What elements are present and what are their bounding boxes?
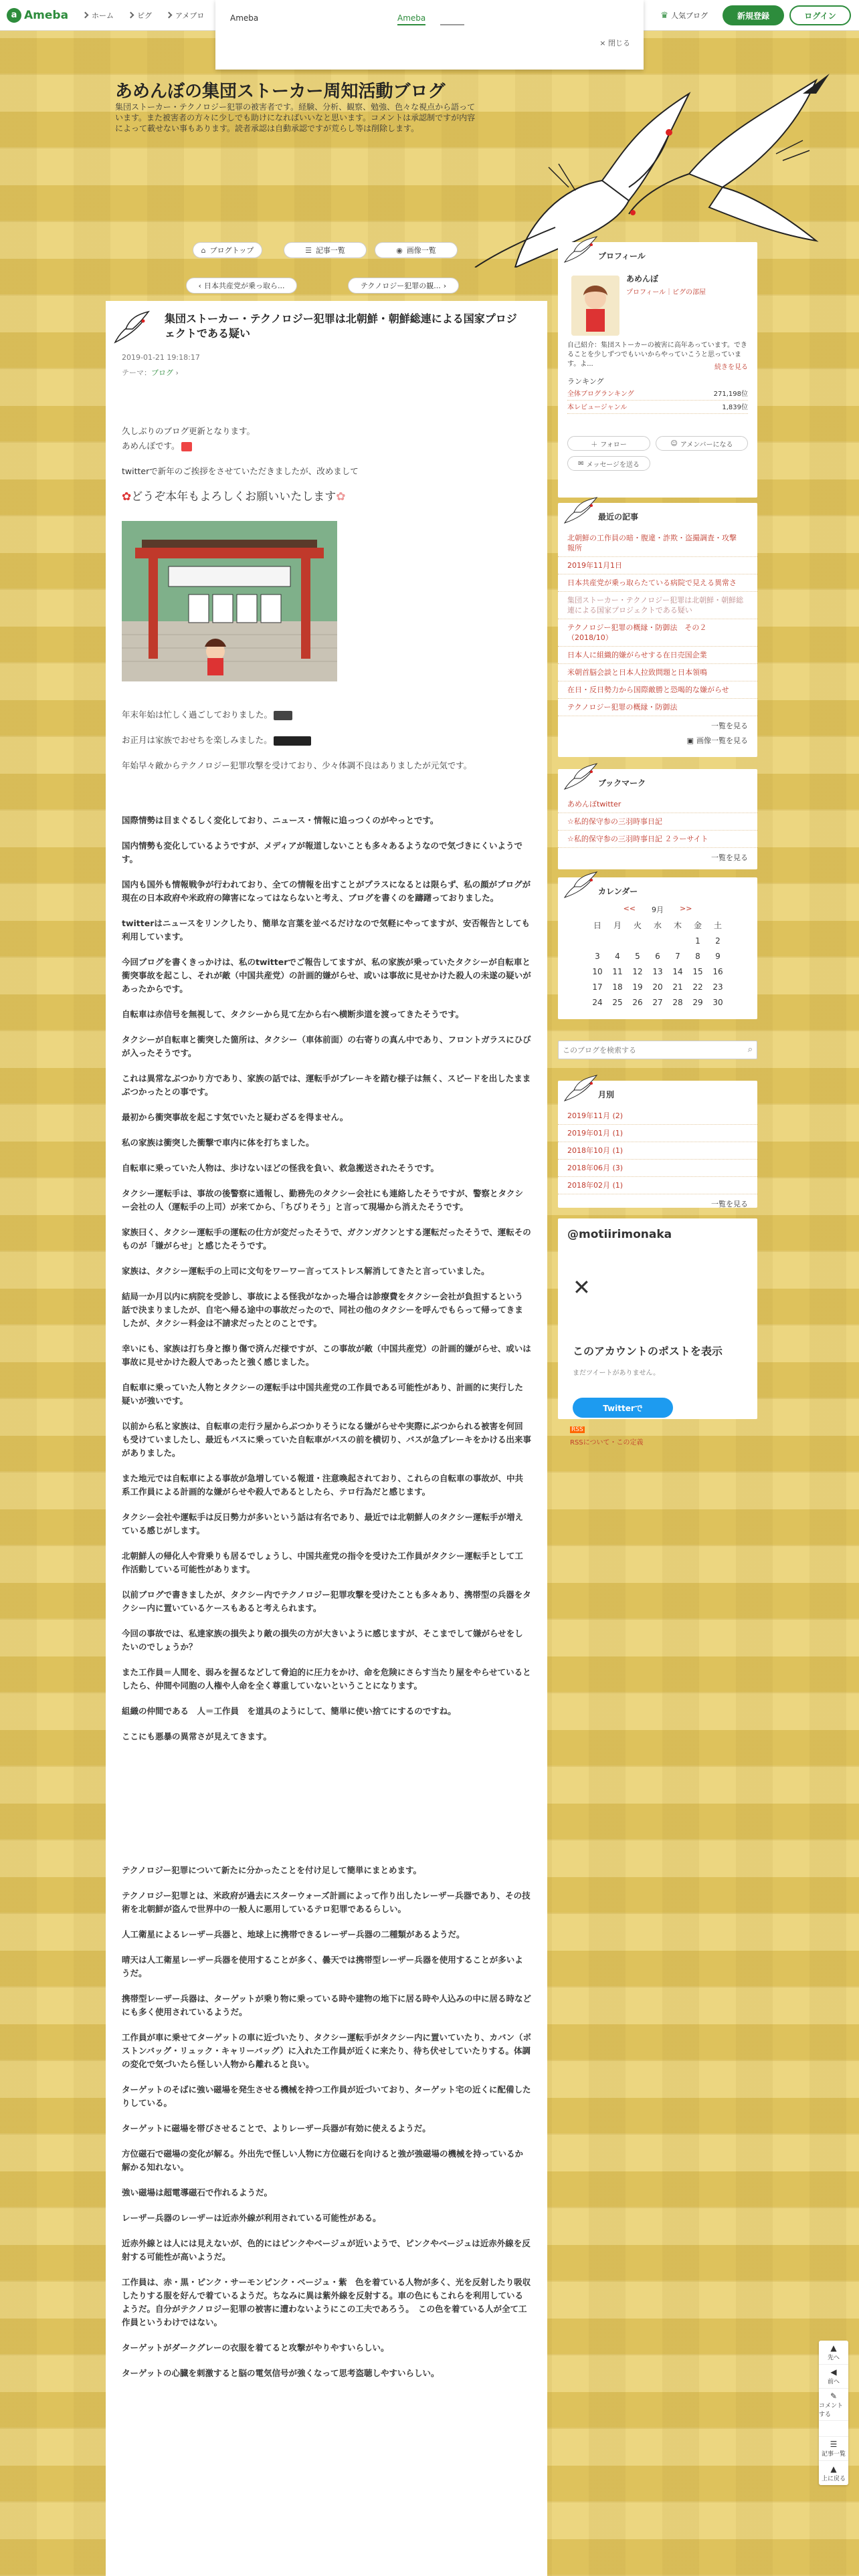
calendar-day[interactable]: 6: [655, 951, 660, 961]
twitter-widget: [558, 1218, 757, 1419]
bookmark-panel: [558, 769, 757, 869]
emoji-icon: [181, 442, 192, 451]
monthly-link[interactable]: 2018年06月 (3): [558, 1160, 757, 1177]
article-title[interactable]: 集団ストーカー・テクノロジー犯罪は北朝鮮・朝鮮総連による国家プロジェクトである疑い: [165, 312, 517, 340]
calendar-day: [648, 933, 668, 948]
article-paragraph: 工作員が車に乗せてターゲットの車に近づいたり、タクシー運転手がタクシー内に置いていたり、カバン（ボストンバッグ・リュック・キャリーバッグ）に入れた工作員が近くに来たり、待ち伏せしていたりする。体調の変化で気づいたら怪しい人物から離れると良い。: [122, 2032, 532, 2069]
calendar-day[interactable]: 29: [692, 997, 703, 1007]
calendar-month: 9月: [652, 905, 664, 914]
calendar-day[interactable]: 14: [672, 966, 683, 976]
calendar-day[interactable]: 3: [595, 951, 600, 961]
calendar-day[interactable]: 24: [592, 997, 603, 1007]
calendar-day[interactable]: 15: [692, 966, 703, 976]
calendar-next-button[interactable]: >>: [680, 904, 692, 913]
float-comment-button[interactable]: ✎ コメントする: [819, 2389, 848, 2421]
article-paragraph: 自転車は赤信号を無視して、タクシーから見て左から右へ横断歩道を渡ってきたそうです。: [122, 1009, 464, 1019]
crane-icon: [562, 235, 599, 265]
recent-list: [558, 530, 757, 716]
shrine-new-year-image: [122, 521, 337, 681]
greeting-text: ✿どうぞ本年もよろしくお願いいたします✿: [122, 490, 346, 504]
article-paragraph: ターゲットに磁場を帯びさせることで、よりレーザー兵器が有効に使えるようだ。: [122, 2123, 431, 2133]
article-paragraph: 携帯型レーザー兵器は、ターゲットが乗り物に乗っている時や建物の地下に居る時や人込みの中に居る時などにも多く使用されているようだ。: [122, 1994, 532, 2017]
calendar-day[interactable]: 10: [592, 966, 603, 976]
recent-more-link[interactable]: 一覧を見る: [711, 722, 748, 730]
recent-article-link[interactable]: テクノロジー犯罪の概縁・防御法: [558, 699, 757, 716]
popup-title: Ameba: [230, 13, 259, 23]
twitter-view-button[interactable]: Twitterで: [573, 1398, 673, 1418]
article-paragraph: また工作員＝人間を、弱みを握るなどして脅迫的に圧力をかけ、命を危険にさらす当たり屋をやらせているとしたら、仲間や同胞の人権や人命を全く尊重していないということになります。: [122, 1667, 531, 1691]
next-article-button[interactable]: テクノロジー犯罪の観... ›: [348, 278, 459, 294]
article-paragraph: 年始早々敵からテクノロジー犯罪攻撃を受けており、少々体調不良はありましたが元気です。: [122, 760, 472, 770]
article-paragraph: あめんぼです。: [122, 439, 531, 453]
crown-icon: ♛: [660, 10, 668, 21]
popular-blog-link[interactable]: ♛ 人気ブログ: [660, 10, 708, 21]
article-paragraph: タクシーが自転車と衝突した箇所は、タクシー（車体前面）の右寄りの真ん中であり、フロントガラスにひびが入ったそうです。: [122, 1035, 531, 1058]
flower-icon: ✿: [122, 490, 132, 504]
ranking-label: ランキング: [567, 377, 604, 386]
twitter-handle[interactable]: @motiirimonaka: [567, 1228, 672, 1241]
crane-icon: [562, 496, 599, 526]
calendar-day[interactable]: 22: [692, 982, 703, 992]
profile-name[interactable]: あめんぼ: [626, 274, 659, 284]
recent-article-link[interactable]: 米朝首脳会談と日本人拉致問題と日本領鳴: [558, 664, 757, 681]
article-paragraph: ターゲットのそばに強い磁場を発生させる機械を持つ工作員が近づいており、ターゲット宅の近くに配備したりしている。: [122, 2084, 531, 2108]
ranking-row[interactable]: 全体ブログランキング 271,198位: [567, 388, 748, 401]
ameba-logo-mark-icon: a: [7, 8, 21, 23]
article-paragraph: タクシー会社や運転手は反日勢力が多いという話は有名であり、最近では北朝鮮人のタクシー運転手が増えている感じがします。: [122, 1512, 524, 1535]
bookmark-more-link[interactable]: 一覧を見る: [711, 853, 748, 862]
calendar-weekday: 木: [673, 921, 682, 930]
crane-icon: [562, 762, 599, 792]
crane-icon: [562, 871, 599, 900]
follow-button[interactable]: ＋ フォロー: [567, 436, 650, 451]
article: [106, 301, 547, 2576]
article-paragraph: 北朝鮮人の帰化人や背乗りも居るでしょうし、中国共産党の指令を受けた工作員がタクシー運転手として工作活動している可能性があります。: [122, 1551, 523, 1574]
calendar-day[interactable]: 12: [632, 966, 643, 976]
blog-title[interactable]: あめんぼの集団ストーカー周知活動ブログ: [115, 82, 446, 102]
article-date: 2019-01-21 19:18:17: [122, 353, 200, 362]
article-paragraph: 今回ブログを書くきっかけは、私のtwitterでご報告してますが、私の家族が乗っていたタクシーが自転車と衝突事故を起こし、それが敵（中国共産党）の計画的嫌がらせ、或いは事故に見せかけた殺人の未遂の疑いがあったからです。: [122, 957, 531, 994]
rss-link[interactable]: [570, 1424, 587, 1433]
calendar-day[interactable]: 30: [712, 997, 723, 1007]
calendar-day[interactable]: 23: [712, 982, 723, 992]
article-paragraph: 今回の事故では、私達家族の損失より敵の損失の方が大きいように感じますが、そこまでして嫌がらせをしたいのでしょうか？: [122, 1628, 523, 1652]
article-paragraph: 近赤外線とは人には見えないが、色的にはピンクやベージュが近いようで、ピンクやベージュは近赤外線を反射する可能性が高いようだ。: [122, 2238, 531, 2262]
monthly-link[interactable]: 2019年01月 (1): [558, 1125, 757, 1142]
article-paragraph: お正月は家族でおせちを楽しみました。: [122, 734, 531, 747]
calendar-day[interactable]: 18: [612, 982, 623, 992]
calendar-day[interactable]: 9: [715, 951, 721, 961]
list-icon: ☰: [830, 2440, 838, 2449]
calendar-day: [628, 933, 648, 948]
recent-article-link[interactable]: 日本人に組織的嫌がらせする在日売国企業: [558, 647, 757, 664]
article-paragraph: 結局一か月以内に病院を受診し、事故による怪我がなかった場合は診療費をタクシー会社が負担するという話で決まりましたが、自宅へ帰る途中の事故だったので、同社の他のタクシーを呼んでもらって帰ってきましたが、タクシー料金は不請求だったとのことです。: [122, 1291, 524, 1328]
article-paragraph: 人工衛星によるレーザー兵器と、地球上に携帯できるレーザー兵器の二種類があるようだ。: [122, 1929, 465, 1939]
article-paragraph: 家族曰く、タクシー運転手の運転の仕方が変だったそうで、ガクンガクンとする運転だったそうで、運転そのものが「嫌がらせ」と感じたそうです。: [122, 1227, 531, 1251]
calendar-day[interactable]: 2: [715, 936, 721, 946]
article-paragraph: twitterで新年のご挨拶をさせていただきましたが、改めまして: [122, 466, 359, 476]
article-paragraph: 年末年始は忙しく過ごしておりました。: [122, 708, 531, 722]
float-next-button[interactable]: ▲ 先へ: [819, 2341, 848, 2365]
calendar-weekday: 金: [693, 921, 702, 930]
calendar-day[interactable]: 8: [695, 951, 700, 961]
chevron-right-icon: [128, 12, 134, 19]
arrow-up-icon: ▲: [830, 2464, 837, 2474]
article-paragraph: ターゲットの心臓を刺激すると脳の電気信号が強くなって思考盗聴しやすいらしい。: [122, 2368, 440, 2378]
popup-link[interactable]: Ameba: [397, 13, 425, 25]
article-paragraph: 強い磁場は超電導磁石で作れるようだ。: [122, 2187, 273, 2197]
image-icon: ▣: [686, 736, 694, 745]
ameba-logo[interactable]: a Ameba: [7, 8, 68, 23]
article-paragraph: 方位磁石で磁場の変化が解る。外出先で怪しい人物に方位磁石を向けると強が強磁場の機械を持っているか解かる知れない。: [122, 2149, 524, 2172]
top-right-nav: [660, 5, 851, 25]
monthly-link[interactable]: 2019年11月 (2): [558, 1107, 757, 1125]
monthly-link[interactable]: 2018年02月 (1): [558, 1177, 757, 1194]
x-logo-icon: ✕: [573, 1275, 591, 1300]
twitter-empty-title: このアカウントのポストを表示: [573, 1345, 723, 1358]
float-prev-button[interactable]: ◀ 前へ: [819, 2365, 848, 2389]
article-paragraph: 以前ブログで書きましたが、タクシー内でテクノロジー犯罪攻撃を受けたことも多々あり、携帯型の兵器をタクシー内に置いているケースもあると考えられます。: [122, 1590, 531, 1613]
calendar-month-nav: [558, 904, 757, 915]
recent-header: 最近の記事: [558, 503, 757, 530]
crane-icon: [562, 1074, 599, 1103]
article-paragraph: 国際情勢は目まぐるしく変化しており、ニュース・情報に追っつくのがやっとです。: [122, 815, 439, 825]
calendar-day[interactable]: 5: [635, 951, 640, 961]
ranking-row[interactable]: 本レビュージャンル 1,839位: [567, 401, 748, 414]
amember-button[interactable]: ☺ アメンバーになる: [656, 436, 748, 451]
nav-ameblo[interactable]: アメブロ: [167, 10, 204, 21]
login-button[interactable]: ログイン: [789, 5, 851, 25]
calendar-panel: [558, 877, 757, 1019]
calendar-day[interactable]: 11: [612, 966, 623, 976]
article-paragraph: テクノロジー犯罪とは、米政府が過去にスターウォーズ計画によって作り出したレーザー兵器であり、その技術を北朝鮮が盗んで世界中の一般人に悪用しているテロ犯罪であるらしい。: [122, 1891, 531, 1914]
calendar-day[interactable]: 28: [672, 997, 683, 1007]
article-theme: テーマ：ブログ ›: [122, 368, 179, 377]
profile-panel: [558, 242, 757, 498]
blog-top-button[interactable]: ⌂ ブログトップ: [193, 242, 262, 258]
rss-about-link[interactable]: RSSについて・この定義: [570, 1439, 644, 1446]
article-paragraph: また地元では自転車による事故が急増している報道・注意喚起されており、これらの自転車の事故が、中共系工作員による計画的な嫌がらせや殺人であるとしたら、テロ行為だと感じます。: [122, 1473, 524, 1497]
article-list-button[interactable]: ☰ 記事一覧: [284, 242, 367, 258]
calendar-day[interactable]: 20: [652, 982, 663, 992]
monthly-panel: [558, 1081, 757, 1208]
calendar-day[interactable]: 25: [612, 997, 623, 1007]
calendar-weekday: 日: [593, 921, 601, 930]
profile-links[interactable]: プロフィール｜ピグの部屋: [626, 289, 706, 296]
recent-article-link[interactable]: 集団ストーカー・テクノロジー犯罪は北朝鮮・朝鮮総連による国家プロジェクトである疑い: [558, 592, 757, 619]
mail-icon: ✉: [578, 459, 584, 467]
calendar-day[interactable]: 17: [592, 982, 603, 992]
monthly-list: [558, 1107, 757, 1194]
calendar-day[interactable]: 16: [712, 966, 723, 976]
article-paragraph: twitterはニュースをリンクしたり、簡単な言葉を並べるだけなので気軽にやってますが、安否報告としても利用しています。: [122, 918, 531, 942]
article-paragraph: 国内も国外も情報戦争が行われており、全ての情報を出すことがプラスになるとは限らず、私の顔がブログが現在の日本政府や米政府の障害になってはならないと考え、ブログを書くのを躊躇っておりました。: [122, 879, 531, 903]
calendar-day[interactable]: 26: [632, 997, 643, 1007]
recent-article-link[interactable]: テクノロジー犯罪の概縁・防御法 その２（2018/10）: [558, 619, 757, 647]
monthly-header: 月別: [558, 1081, 757, 1107]
article-paragraphs-2: [122, 1864, 531, 2380]
image-list-button[interactable]: ◉ 画像一覧: [375, 242, 458, 258]
calendar-day[interactable]: 21: [672, 982, 683, 992]
bookmark-list: [558, 796, 757, 848]
profile-avatar[interactable]: [571, 276, 619, 336]
bookmark-link[interactable]: あめんぼtwitter: [558, 796, 757, 813]
profile-more-link[interactable]: 続きを見る: [714, 364, 748, 371]
message-button[interactable]: ✉ メッセージを送る: [567, 456, 650, 471]
article-paragraph: タクシー運転手は、事故の後警察に通報し、勤務先のタクシー会社にも連絡したそうですが、警察とタクシー会社の人（運転手の上司）が来てから、「ちびりそう」と言って現場から消えたそうです。: [122, 1188, 524, 1212]
article-paragraph: 最初から衝突事故を起こす気でいたと疑わざるを得ません。: [122, 1112, 349, 1122]
calendar-header: カレンダー: [558, 877, 757, 904]
chevron-right-icon: [166, 12, 173, 19]
article-paragraph: 自転車に乗っていた人物とタクシーの運転手は中国共産党の工作員である可能性があり、計画的に実行した疑いが強いです。: [122, 1382, 524, 1406]
calendar-weekday: 火: [633, 921, 642, 930]
plus-icon: ＋: [591, 441, 598, 449]
chevron-right-icon: [82, 12, 89, 19]
crane-illustration: [468, 53, 843, 267]
recent-images-link[interactable]: ▣ 画像一覧を見る: [686, 736, 748, 745]
article-paragraph: テクノロジー犯罪について新たに分かったことを付け足して簡単にまとめます。: [122, 1865, 422, 1875]
chevron-right-icon: ›: [443, 281, 447, 290]
search-icon[interactable]: ⌕: [747, 1045, 753, 1055]
nav-home[interactable]: ホーム: [83, 10, 114, 21]
popup-close-button[interactable]: × 閉じる: [599, 39, 630, 47]
emoji-icon: [274, 711, 292, 720]
recent-article-link[interactable]: 北朝鮮の工作員の暗・腹違・詐欺・盗撮調査・攻撃 報所: [558, 530, 757, 557]
bookmark-link[interactable]: ☆私的保守参の三羽時事日記 ２ラーサイト: [558, 831, 757, 848]
calendar-day: [607, 933, 628, 948]
blog-search-input[interactable]: [559, 1041, 733, 1059]
nav-pigg[interactable]: ピグ: [128, 10, 152, 21]
twitter-empty-sub: まだツイートがありません。: [573, 1370, 660, 1377]
theme-link[interactable]: ブログ: [151, 368, 173, 377]
home-icon: ⌂: [201, 245, 206, 255]
emoji-icon: [274, 736, 311, 746]
list-icon: ☰: [305, 245, 312, 255]
calendar-day[interactable]: 4: [615, 951, 620, 961]
recent-article-link[interactable]: 在日・反日勢力から国際敵勝と恐喝的な嫌がらせ: [558, 681, 757, 699]
article-paragraphs: [122, 814, 531, 1743]
article-paragraph: 家族は、タクシー運転手の上司に文句をワーワー言ってストレス解消してきたと言っていました。: [122, 1266, 490, 1276]
article-paragraph: 工作員は、赤・黒・ピンク・サーモンピンク・ベージュ・紫 色を着ている人物が多く、光を反射したり吸収したりする服を好んで着ているようだ。ちなみに異は紫外線を反射する。車の色にもこれらを利用しているようだ。自分がテクノロジー犯罪の被害に遭わないようにこの工夫であろう。 この色を着ている人が全て工作員というわけではない。: [122, 2277, 531, 2327]
user-icon: ☺: [670, 439, 678, 447]
profile-intro: 自己紹介：集団ストーカーの被害に高年あっています。できることを少しずつでもいいからやっていこうと思っています。よ...: [567, 342, 747, 368]
recent-article-link[interactable]: 2019年11月1日: [558, 557, 757, 574]
calendar-day[interactable]: 7: [675, 951, 680, 961]
article-paragraph: 私の家族は衝突した衝撃で車内に体を打ちました。: [122, 1138, 314, 1148]
profile-header: プロフィール: [558, 242, 757, 269]
monthly-link[interactable]: 2018年10月 (1): [558, 1142, 757, 1160]
recent-article-link[interactable]: 日本共産党が乗っ取らたている病院で見える異常さ: [558, 574, 757, 592]
article-paragraph: ターゲットがダークグレーの衣服を着てると攻撃がやりやすいらしい。: [122, 2343, 389, 2353]
calendar-day: [587, 933, 607, 948]
popup-divider: [440, 24, 464, 25]
float-divider: [819, 2421, 848, 2437]
calendar-day[interactable]: 19: [632, 982, 643, 992]
article-paragraph: これは異常なぶつかり方であり、家族の話では、運転手がブレーキを踏む様子は無く、スピードを出したままぶつかったとの事です。: [122, 1073, 531, 1097]
calendar-table: [587, 918, 728, 1010]
article-body: [122, 425, 531, 2380]
calendar-weekday: 土: [713, 921, 722, 930]
arrow-left-icon: ◀: [830, 2367, 837, 2377]
register-button[interactable]: 新規登録: [723, 5, 784, 25]
bookmark-header: ブックマーク: [558, 769, 757, 796]
recent-articles-panel: [558, 503, 757, 757]
calendar-prev-button[interactable]: <<: [623, 904, 636, 913]
float-list-button[interactable]: ☰ 記事一覧: [819, 2437, 848, 2461]
bookmark-link[interactable]: ☆私的保守参の三羽時事日記: [558, 813, 757, 831]
camera-icon: ◉: [396, 245, 403, 255]
article-paragraph: 幸いにも、家族は打ち身と擦り傷で済んだ様ですが、この事故が敵（中国共産党）の計画的嫌がらせ、或いは事故に見せかけた殺人であったと強く感じました。: [122, 1344, 531, 1367]
calendar-day[interactable]: 27: [652, 997, 663, 1007]
comment-icon: ✎: [830, 2391, 838, 2401]
calendar-day: [668, 933, 688, 948]
crane-avatar-icon: [112, 309, 151, 348]
floating-nav: [819, 2341, 848, 2485]
article-paragraph: 組織の仲間である 人＝工作員 を道具のようにして、簡単に使い捨てにするのですね。: [122, 1706, 456, 1716]
article-paragraph: 以前から私と家族は、自転車の走行ラ屋からぶつかりそうになる嫌がらせや実際にぶつかられる被害を何回も受けていましたし、最近もバスに乗っていた自転車がバスの前を横切り、バスが急ブレーキをかける出来事がありました。: [122, 1421, 532, 1458]
prev-article-button[interactable]: ‹ 日本共産党が乗っ取ら...: [186, 278, 297, 294]
article-paragraph: 自転車に乗っていた人物は、歩けないほどの怪我を負い、救急搬送されたそうです。: [122, 1163, 440, 1173]
monthly-more-link[interactable]: 一覧を見る: [711, 1200, 748, 1208]
flower-icon: ✿: [336, 490, 346, 504]
blog-description: 集団ストーカー・テクノロジー犯罪の被害者です。経験、分析、観察、勉強、色々な視点から語っています。また被害者の方々に少しでも助けになればいいなと思います。コメントは承認制ですが内容によって載せない事もあります。読者承認は自動承認ですが荒らし等は削除します。: [115, 102, 476, 133]
arrow-up-icon: ▲: [830, 2343, 837, 2353]
calendar-weekday: 月: [613, 921, 622, 930]
float-top-button[interactable]: ▲ 上に戻る: [821, 2464, 846, 2482]
chevron-left-icon: ‹: [198, 281, 201, 290]
article-paragraph: 国内情勢も変化しているようですが、メディアが報道しないことも多々あるようなので気づきにくいようです。: [122, 841, 523, 864]
calendar-day[interactable]: 13: [652, 966, 663, 976]
rss-icon: RSS: [571, 1426, 583, 1433]
calendar-day[interactable]: 1: [695, 936, 700, 946]
blog-search: [558, 1041, 757, 1059]
article-paragraph: ここにも悪暴の異常さが見えてきます。: [122, 1731, 272, 1741]
calendar-weekday: 水: [653, 921, 662, 930]
article-paragraph: 久しぶりのブログ更新となります。: [122, 426, 256, 436]
article-paragraph: レーザー兵器のレーザーは近赤外線が利用されている可能性がある。: [122, 2213, 381, 2223]
article-paragraph: 晴天は人工衛星レーザー兵器を使用することが多く、曇天では携帯型レーザー兵器を使用することが多いようだ。: [122, 1955, 523, 1978]
